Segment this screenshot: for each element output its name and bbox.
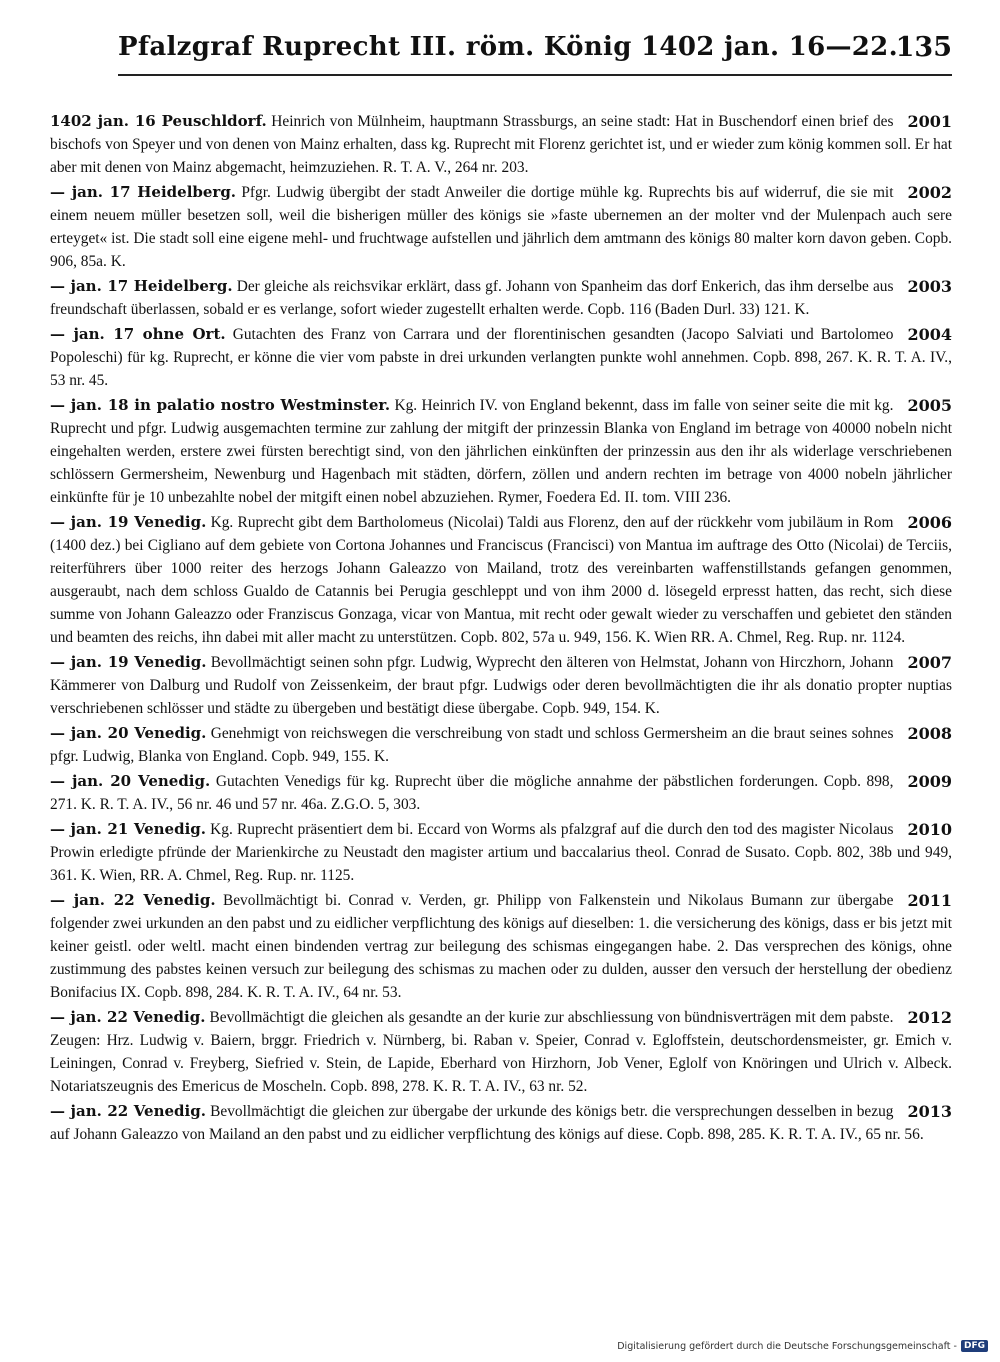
entry-heading: — jan. 22 Venedig. [50,1102,206,1120]
entry-text: Der gleiche als reichsvikar erklärt, dass gf. Johann von Spanheim das dorf Enkerich, das ihm derselbe aus freundschaft überlassen, sobald er es verlange, sofort wieder zugestellt erhalten werde. Copb. 116 (Baden Durl. 33) 121. K. [50,278,894,318]
entry-number: 2012 [907,1008,952,1027]
regest-entry [50,770,952,816]
regest-entry [50,889,952,1004]
entry-heading: — jan. 19 Venedig. [50,513,207,531]
entry-heading: — jan. 17 Heidelberg. [50,183,237,201]
entry-text: Kg. Ruprecht gibt dem Bartholomeus (Nicolai) Taldi aus Florenz, den auf der rückkehr vom jubiläum in Rom (1400 dez.) bei Cigliano auf dem gebiete von Cortona Johannes und Franciscus (Francisci) von Mantua im auftrage des Otto (Nicolai) de Terciis, reiterführers über 1000 reiter des herzogs Johann Galeazzo von Mailand, trotz des vereinbarten waffenstillstands gefangen genommen, ausgeraubt, nach dem schloss Gualdo de Catannis bei Perugia geschleppt und von ihm 2000 d. lösegeld erpresst hatten, das recht, sich diese summe von Johann Galeazzo oder Franziscus Gonzaga, vicar von Mantua, mit recht oder gewalt wieder zu verschaffen und gebietet den ständen und beamten des reichs, ihn dabei mit aller macht zu unterstützen. Copb. 802, 57a u. 949, 156. K. Wien RR. A. Chmel, Reg. Rup. nr. 1124. [50,514,952,646]
entry-heading: — jan. 19 Venedig. [50,653,207,671]
regest-entry [50,181,952,273]
entry-number: 2004 [907,325,952,344]
entry-number: 2011 [907,891,952,910]
entry-text: Kg. Ruprecht präsentiert dem bi. Eccard von Worms als pfalzgraf auf die durch den tod des magister Nicolaus Prowin erledigte pfründe der Marienkirche zu Neustadt den magister artium und baccalarius theol. Conrad de Susato. Copb. 802, 38b und 949, 361. K. Wien, RR. A. Chmel, Reg. Rup. nr. 1125. [50,821,952,884]
entry-text: Bevollmächtigt die gleichen als gesandte an der kurie zur abschliessung von bündnisverträgen mit dem pabste. Zeugen: Hrz. Ludwig v. Baiern, brggr. Friedrich v. Nürnberg, bi. Raban v. Speier, Conrad v. Egloffstein, deutschordensmeister, gr. Emich v. Leiningen, Conrad v. Freyberg, Siefried v. Stein, de Lapide, Eberhard von Hirzhorn, Job Vener, Eglolf von Knöringen und Ulrich v. Albeck. Notariatszeugnis des Emericus de Moscheln. Copb. 898, 278. K. R. T. A. IV., 63 nr. 52. [50,1009,952,1095]
digitization-footer [617,1338,988,1354]
entry-number: 2010 [907,820,952,839]
entry-number: 2009 [907,772,952,791]
entry-heading: — jan. 22 Venedig. [50,1008,206,1026]
entry-heading: — jan. 18 in palatio nostro Westminster. [50,396,391,414]
entry-number: 2008 [907,724,952,743]
regest-entry [50,323,952,392]
entry-text: Gutachten Venedigs für kg. Ruprecht über die mögliche annahme der päbstlichen forderungen. Copb. 898, 271. K. R. T. A. IV., 56 nr. 46 und 57 nr. 46a. Z.G.O. 5, 303. [50,773,894,813]
entry-text: Bevollmächtigt die gleichen zur übergabe der urkunde des königs betr. die versprechungen desselben in bezug auf Johann Galeazzo von Mailand an den pabst und zu eidlicher verpflichtung des königs auf diese. Copb. 898, 285. K. R. T. A. IV., 65 nr. 56. [50,1103,924,1143]
entry-number: 2007 [907,653,952,672]
entry-text: Gutachten des Franz von Carrara und der florentinischen gesandten (Jacopo Salviati und Bartolomeo Popoleschi) für kg. Ruprecht, er könne die vier vom pabste in drei urkunden verlangten punkte wohl annehmen. Copb. 898, 267. K. R. T. A. IV., 53 nr. 45. [50,326,952,389]
regest-list [50,110,952,1148]
entry-heading: — jan. 20 Venedig. [50,772,211,790]
regest-entry [50,511,952,649]
regest-entry [50,110,952,179]
entry-heading: — jan. 21 Venedig. [50,820,206,838]
entry-heading: — jan. 17 Heidelberg. [50,277,233,295]
funding-note: Digitalisierung gefördert durch die Deutsche Forschungsgemeinschaft - [617,1340,957,1352]
entry-heading: — jan. 20 Venedig. [50,724,207,742]
entry-text: Bevollmächtigt bi. Conrad v. Verden, gr. Philipp von Falkenstein und Nikolaus Bumann zur übergabe folgender zwei urkunden an den pabst und zu eidlicher verpflichtung des königs auf dieselben: 1. die versicherung des königs, dass er bis jetzt mit keiner geistl. oder weltl. macht einen bindenden vertrag zur beilegung des schismas eingegangen habe. 2. Das versprechen des königs, ohne zustimmung des pabstes keinen versuch zur beilegung des schismas zu machen oder zu dulden, ausser den versuch der herstellung der obedienz Bonifacius IX. Copb. 898, 284. K. R. T. A. IV., 64 nr. 53. [50,892,952,1001]
regest-entry [50,1006,952,1098]
entry-number: 2001 [907,112,952,131]
entry-heading: — jan. 22 Venedig. [50,891,216,909]
regest-entry [50,275,952,321]
regest-entry [50,818,952,887]
page-number: 135 [895,32,952,63]
entry-heading: 1402 jan. 16 Peuschldorf. [50,112,267,130]
entry-text: Kg. Heinrich IV. von England bekennt, dass im falle von seiner seite die mit kg. Ruprecht und pfgr. Ludwig ausgemachten termine zur zahlung der mitgift der prinzessin Blanka von England im betrage von 40000 nobeln nicht eingehalten werden, erstere zwei fürsten berechtigt sind, von den jährlichen einkünften der prinzessin aus den ihr als widerlage verschriebenen schlössern Germersheim, Newenburg und Hagenbach mit städten, dörfern, zöllen und andern rechten im betrage von 4000 nobeln jährlicher einkünfte für je 10 unbezahlte nobel der mitgift einen nobel abzuziehen. Rymer, Foedera Ed. II. tom. VIII 236. [50,397,952,506]
entry-heading: — jan. 17 ohne Ort. [50,325,226,343]
regest-entry [50,651,952,720]
entry-text: Pfgr. Ludwig übergibt der stadt Anweiler die dortige mühle kg. Ruprechts bis auf widerruf, die sie mit einem neuem müller besetzen soll, weil die bisherigen müller des königs sie »faste ubernemen an der molter vnd der Mulenpach auch sere erteyget« ist. Die stadt soll eine eigene mehl- und fruchtwage aufstellen und jährlich dem amtmann des königs 80 malter korn davon geben. Copb. 906, 85a. K. [50,184,952,270]
regest-entry [50,1100,952,1146]
page-title: Pfalzgraf Ruprecht III. röm. König 1402 jan. 16—22. [118,32,898,62]
entry-number: 2013 [907,1102,952,1121]
entry-number: 2006 [907,513,952,532]
entry-number: 2002 [907,183,952,202]
regest-entry [50,722,952,768]
entry-number: 2003 [907,277,952,296]
entry-text: Heinrich von Mülnheim, hauptmann Strassburgs, an seine stadt: Hat in Buschendorf einen brief des bischofs von Speyer und von denen von Mainz erhalten, dass kg. Ruprecht mit Florenz gerichtet ist, und er wieder zum könig kommen soll. Er hat aber mit denen von Mainz abgemacht, heimzuziehen. R. T. A. V., 264 nr. 203. [50,113,952,176]
entry-text: Bevollmächtigt seinen sohn pfgr. Ludwig, Wyprecht den älteren von Helmstat, Johann von Hirczhorn, Johann Kämmerer von Dalburg und Rudolf von Zeissenkeim, der braut pfgr. Ludwigs oder deren bevollmächtigten die ihr als donatio propter nuptias verschriebenen schlösser und städte zu übergeben und bestätigt diese übergabe. Copb. 949, 154. K. [50,654,952,717]
dfg-logo-icon: DFG [961,1340,988,1352]
regest-entry [50,394,952,509]
entry-number: 2005 [907,396,952,415]
entry-text: Genehmigt von reichswegen die verschreibung von stadt und schloss Germersheim an die braut seines sohnes pfgr. Ludwig, Blanka von England. Copb. 949, 155. K. [50,725,894,765]
page-header [118,30,952,76]
